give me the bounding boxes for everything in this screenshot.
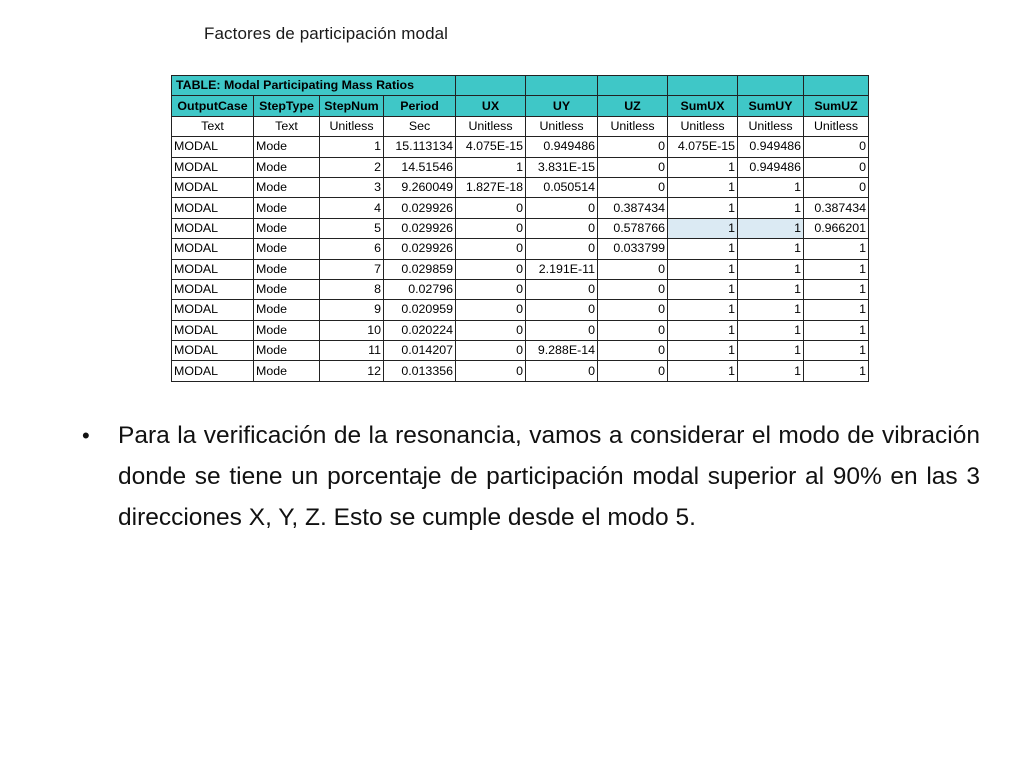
table-cell: 15.113134 (384, 137, 456, 157)
table-cell: 3.831E-15 (526, 157, 598, 177)
table-caption: TABLE: Modal Participating Mass Ratios (172, 76, 456, 96)
table-cell: 2.191E-11 (526, 259, 598, 279)
table-cell: 0.029926 (384, 198, 456, 218)
table-cell: 0 (526, 300, 598, 320)
table-cell: 0.387434 (598, 198, 668, 218)
table-cell: 0 (598, 157, 668, 177)
table-cell: 0 (456, 198, 526, 218)
table-cell: MODAL (172, 137, 254, 157)
unit-cell: Text (172, 116, 254, 136)
table-row (172, 300, 869, 320)
table-cell: 0 (456, 320, 526, 340)
bullet-text: Para la verificación de la resonancia, vamos a considerar el modo de vibración donde se tiene un porcentaje de participación modal superior al 90% en las 3 direcciones X, Y, Z. Esto se cumple desde el modo 5. (118, 422, 980, 531)
table-cell: 0.949486 (738, 137, 804, 157)
table-cell: 0 (456, 218, 526, 238)
table-cell: 0 (804, 137, 869, 157)
table-cell: 1 (668, 300, 738, 320)
table-cell: Mode (254, 361, 320, 381)
table-cell: MODAL (172, 300, 254, 320)
table-cell: 0.020224 (384, 320, 456, 340)
table-cell: 1 (668, 361, 738, 381)
table-cell: 12 (320, 361, 384, 381)
table-cell: 0.050514 (526, 177, 598, 197)
table-cell: MODAL (172, 259, 254, 279)
table-cell: 0 (526, 218, 598, 238)
table-cell: 0 (804, 157, 869, 177)
table-cell: Mode (254, 341, 320, 361)
column-header-sumuy: SumUY (738, 96, 804, 116)
table-cell: 1 (738, 279, 804, 299)
table-cell: 11 (320, 341, 384, 361)
unit-cell: Unitless (456, 116, 526, 136)
table-cell: MODAL (172, 239, 254, 259)
table-cell: Mode (254, 320, 320, 340)
table-cell: 0.387434 (804, 198, 869, 218)
table-row (172, 259, 869, 279)
unit-cell: Unitless (526, 116, 598, 136)
table-cell: 0 (456, 361, 526, 381)
column-header-row (172, 96, 869, 116)
table-cell: 0 (456, 341, 526, 361)
table-cell: 1 (804, 279, 869, 299)
table-cell: 1 (668, 341, 738, 361)
table-cell: 1 (804, 361, 869, 381)
table-cell: 4 (320, 198, 384, 218)
unit-cell: Unitless (320, 116, 384, 136)
table-cell: 1 (804, 341, 869, 361)
table-cell: 1 (738, 239, 804, 259)
table-cell: 0.029859 (384, 259, 456, 279)
table-cell: 0.949486 (738, 157, 804, 177)
table-row (172, 157, 869, 177)
table-cell: 0 (526, 239, 598, 259)
table-cell: 0.013356 (384, 361, 456, 381)
table-cell: 1 (738, 361, 804, 381)
table-cell: 0.033799 (598, 239, 668, 259)
column-header-stepnum: StepNum (320, 96, 384, 116)
table-cell: 1 (804, 259, 869, 279)
table-cell: 0 (598, 361, 668, 381)
column-header-uz: UZ (598, 96, 668, 116)
table-cell: 0 (598, 259, 668, 279)
unit-cell: Unitless (598, 116, 668, 136)
table-cell: MODAL (172, 198, 254, 218)
unit-cell: Unitless (804, 116, 869, 136)
table-cell: 1 (668, 218, 738, 238)
table-cell: MODAL (172, 157, 254, 177)
table-cell: 7 (320, 259, 384, 279)
table-cell: 4.075E-15 (668, 137, 738, 157)
table-cell: 8 (320, 279, 384, 299)
table-cell: 0 (456, 279, 526, 299)
table-cell: 10 (320, 320, 384, 340)
table-cell: 1 (804, 320, 869, 340)
table-cell: 0 (598, 177, 668, 197)
table-cell: 3 (320, 177, 384, 197)
table-cell: 1 (668, 279, 738, 299)
table-cell: 0 (598, 300, 668, 320)
bullet-dot-icon: • (82, 423, 90, 448)
table-cell: Mode (254, 198, 320, 218)
table-cell: 0.014207 (384, 341, 456, 361)
table-cell: 9.288E-14 (526, 341, 598, 361)
table-cell: 2 (320, 157, 384, 177)
table-cell: Mode (254, 218, 320, 238)
table-cell: MODAL (172, 177, 254, 197)
table-cell: 0 (804, 177, 869, 197)
table-cell: 9.260049 (384, 177, 456, 197)
table-cell: 1 (668, 198, 738, 218)
table-cell: 1 (738, 259, 804, 279)
table-row (172, 320, 869, 340)
units-row (172, 116, 869, 136)
table-row (172, 361, 869, 381)
table-cell: MODAL (172, 361, 254, 381)
table-cell: 9 (320, 300, 384, 320)
table-caption-row (172, 76, 869, 96)
table-cell: 1 (738, 177, 804, 197)
table-cell: 1 (738, 300, 804, 320)
table-cell: 14.51546 (384, 157, 456, 177)
table-row (172, 341, 869, 361)
table-cell: 0 (526, 320, 598, 340)
table-cell: 1 (456, 157, 526, 177)
table-cell: 1 (804, 300, 869, 320)
table-cell: 1 (804, 239, 869, 259)
table-cell: 0.029926 (384, 218, 456, 238)
table-cell: MODAL (172, 320, 254, 340)
table-cell: 1.827E-18 (456, 177, 526, 197)
table-cell: 1 (320, 137, 384, 157)
table-cell: 0.029926 (384, 239, 456, 259)
column-header-sumuz: SumUZ (804, 96, 869, 116)
table-cell: 0.02796 (384, 279, 456, 299)
table-row (172, 198, 869, 218)
table-cell: 0 (456, 239, 526, 259)
table-cell: 0 (456, 259, 526, 279)
column-header-steptype: StepType (254, 96, 320, 116)
table-cell: 1 (668, 239, 738, 259)
table-cell: 1 (738, 320, 804, 340)
bullet-item (82, 415, 980, 538)
table-cell: 0 (598, 279, 668, 299)
table-cell: MODAL (172, 218, 254, 238)
table-cell: MODAL (172, 341, 254, 361)
table-cell: 0.578766 (598, 218, 668, 238)
column-header-outputcase: OutputCase (172, 96, 254, 116)
table-cell: 5 (320, 218, 384, 238)
table-cell: Mode (254, 279, 320, 299)
table-cell: 0 (526, 361, 598, 381)
unit-cell: Text (254, 116, 320, 136)
modal-participation-table (171, 75, 869, 382)
table-cell: 0.966201 (804, 218, 869, 238)
table-cell: 0 (598, 137, 668, 157)
column-header-sumux: SumUX (668, 96, 738, 116)
table-cell: 6 (320, 239, 384, 259)
table-cell: 0 (526, 198, 598, 218)
table-row (172, 177, 869, 197)
unit-cell: Unitless (668, 116, 738, 136)
table-cell: Mode (254, 177, 320, 197)
table-cell: 1 (738, 198, 804, 218)
table-cell: 1 (668, 177, 738, 197)
table-cell: Mode (254, 137, 320, 157)
column-header-period: Period (384, 96, 456, 116)
table-cell: Mode (254, 300, 320, 320)
table-cell: 1 (738, 341, 804, 361)
table-row (172, 137, 869, 157)
unit-cell: Sec (384, 116, 456, 136)
table-cell: 1 (668, 259, 738, 279)
column-header-uy: UY (526, 96, 598, 116)
table-cell: 1 (738, 218, 804, 238)
table-cell: 0 (598, 341, 668, 361)
table-cell: 0.020959 (384, 300, 456, 320)
slide-title: Factores de participación modal (204, 24, 449, 43)
column-header-ux: UX (456, 96, 526, 116)
table-row (172, 218, 869, 238)
table-cell: 0.949486 (526, 137, 598, 157)
table-cell: Mode (254, 259, 320, 279)
table-cell: 1 (668, 157, 738, 177)
table-cell: 0 (598, 320, 668, 340)
table-cell: 1 (668, 320, 738, 340)
table-cell: 4.075E-15 (456, 137, 526, 157)
unit-cell: Unitless (738, 116, 804, 136)
modal-table-container (171, 75, 869, 382)
table-cell: 0 (526, 279, 598, 299)
table-row (172, 239, 869, 259)
table-cell: 0 (456, 300, 526, 320)
table-cell: Mode (254, 239, 320, 259)
table-cell: Mode (254, 157, 320, 177)
table-row (172, 279, 869, 299)
table-cell: MODAL (172, 279, 254, 299)
